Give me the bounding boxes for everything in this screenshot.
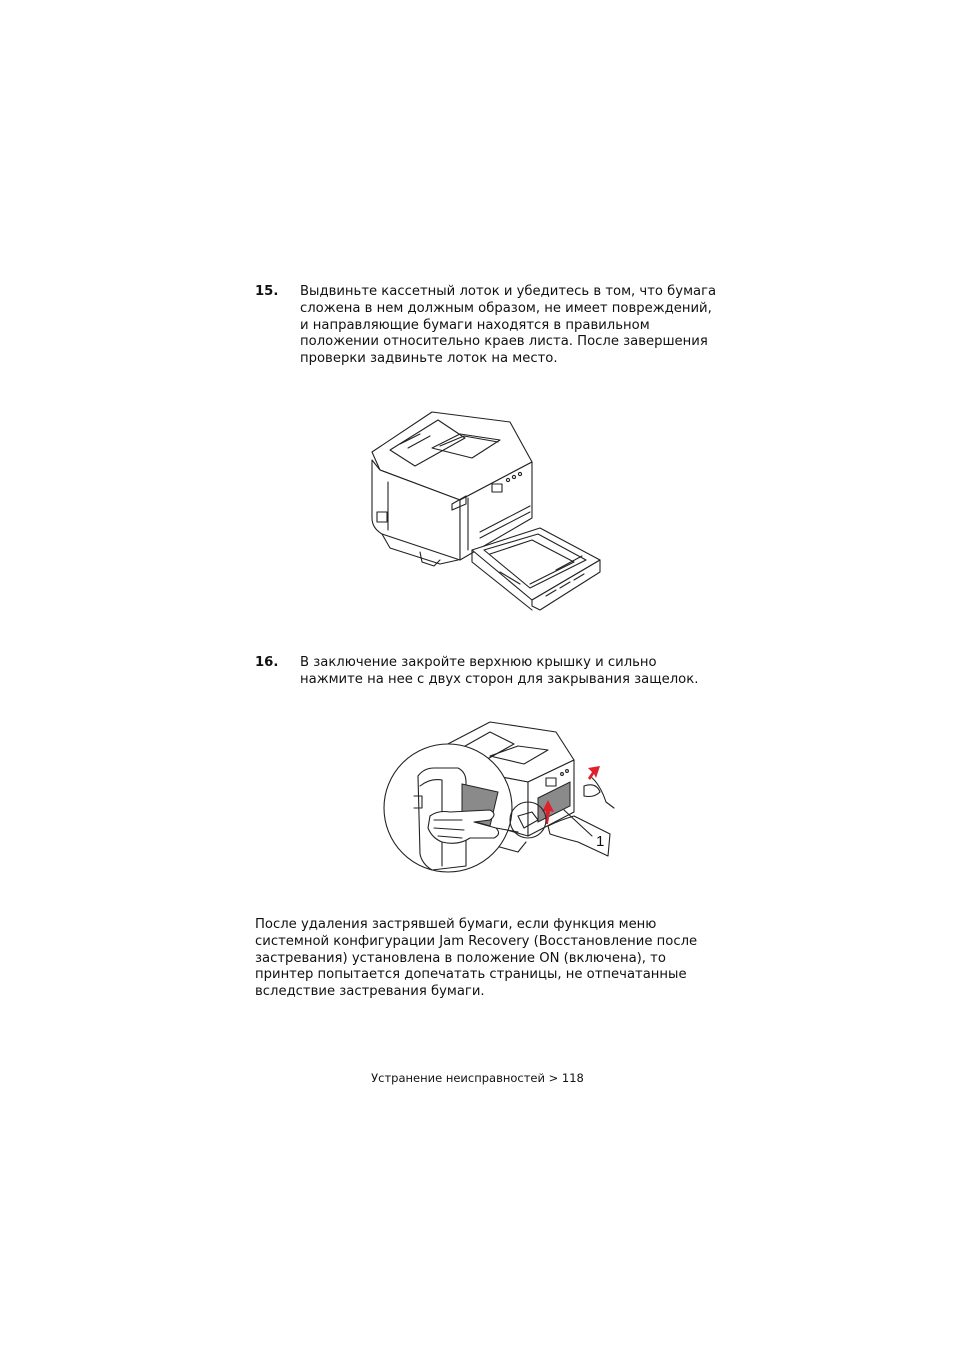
step-text-line: нажмите на нее с двух сторон для закрывания защелок. <box>300 671 699 687</box>
step-text-line: проверки задвиньте лоток на место. <box>300 351 558 367</box>
step-text-line: положении относительно краев листа. После завершения <box>300 334 708 350</box>
note-line: системной конфигурации Jam Recovery (Восстановление после <box>255 933 698 949</box>
close-cover-illustration <box>378 716 618 874</box>
step-text <box>300 284 740 368</box>
step-text <box>300 655 740 689</box>
note-line: принтер попытается допечатать страницы, не отпечатанные <box>255 967 687 983</box>
step-number: 16. <box>255 655 279 670</box>
note-paragraph <box>255 917 725 1001</box>
callout-label: 1 <box>596 833 605 850</box>
step-text-line: и направляющие бумаги находятся в правильном <box>300 317 650 333</box>
step-text-line: В заключение закройте верхнюю крышку и сильно <box>300 655 657 670</box>
step-text-line: Выдвиньте кассетный лоток и убедитесь в том, что бумага <box>300 284 717 299</box>
printer-tray-illustration <box>360 400 610 615</box>
note-line: вследствие застревания бумаги. <box>255 984 485 1000</box>
step-number: 15. <box>255 284 279 299</box>
page-footer: Устранение неисправностей > 118 <box>371 1071 584 1085</box>
note-line: После удаления застрявшей бумаги, если функция меню <box>255 917 657 932</box>
step-text-line: сложена в нем должным образом, не имеет повреждений, <box>300 300 712 316</box>
note-line: застревания) установлена в положение ON (включена), то <box>255 950 666 966</box>
